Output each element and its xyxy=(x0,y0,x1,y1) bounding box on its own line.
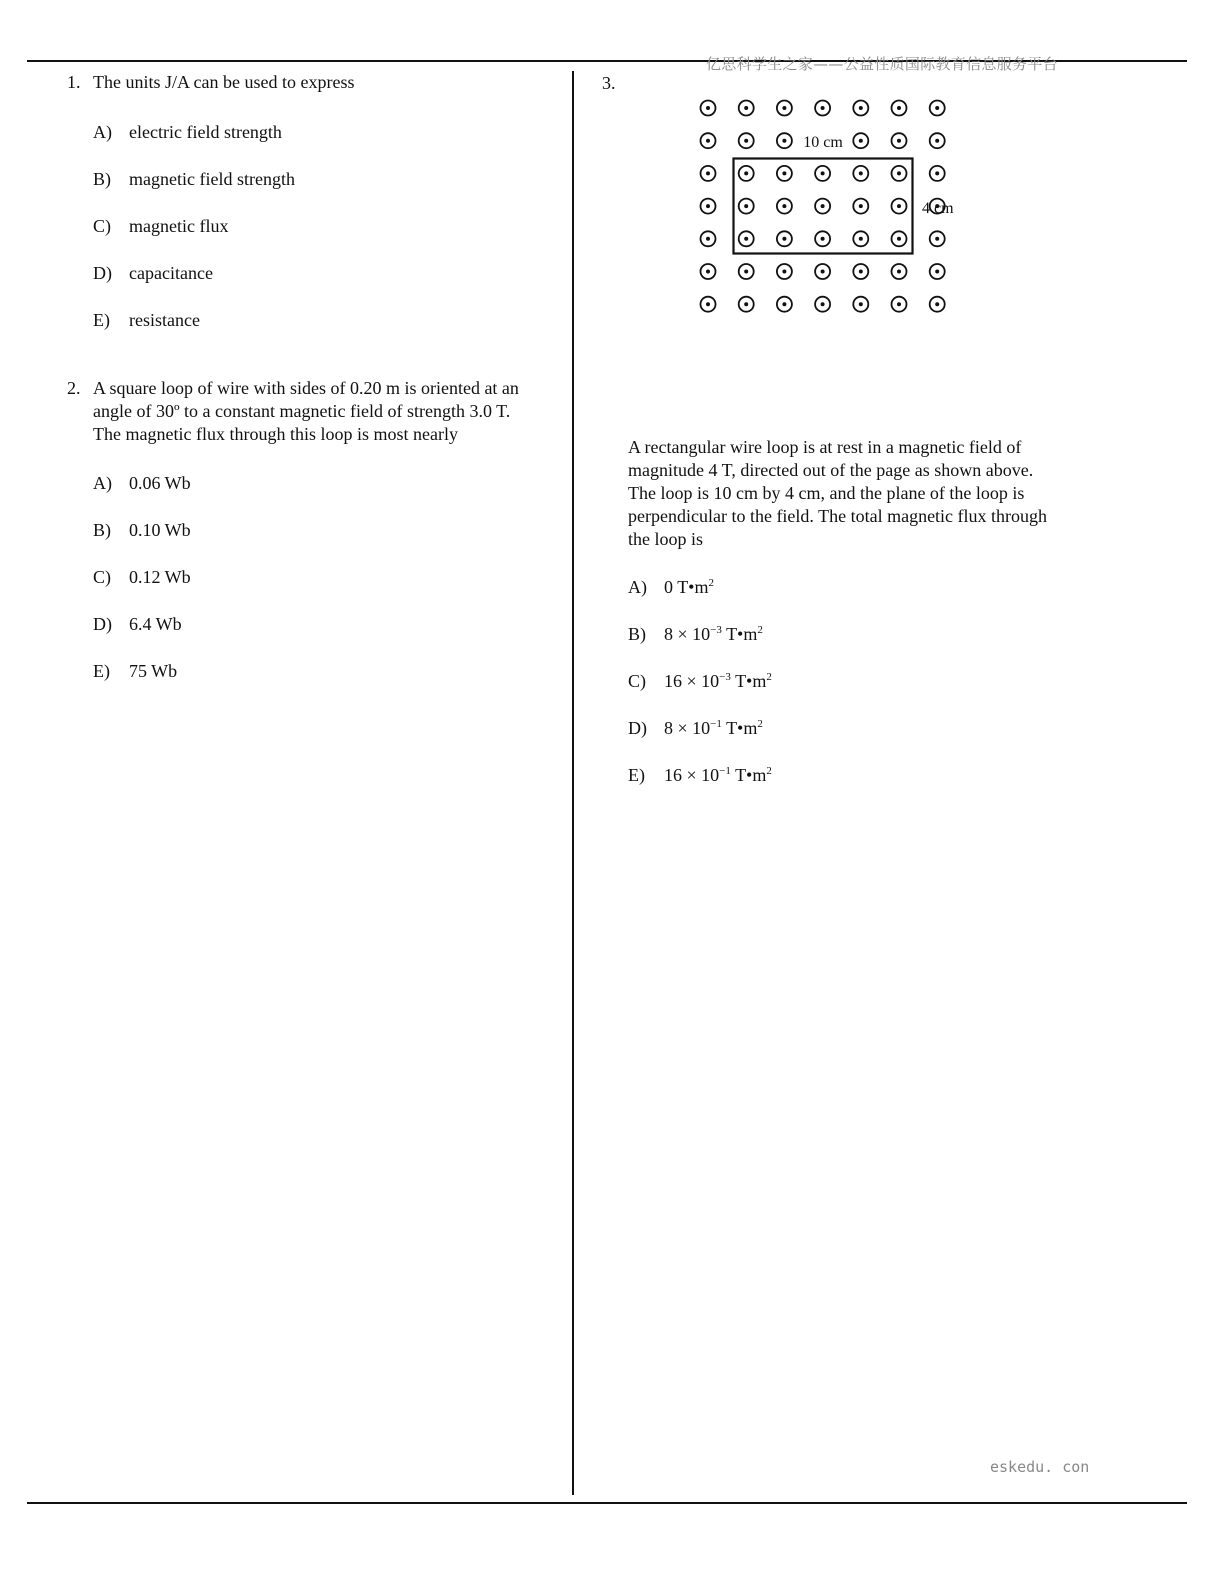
question-1-option-a[interactable] xyxy=(93,121,282,144)
field-out-of-page-icon xyxy=(739,297,754,312)
field-out-of-page-icon xyxy=(739,231,754,246)
field-out-of-page-icon xyxy=(701,297,716,312)
field-out-of-page-icon xyxy=(701,231,716,246)
question-1-option-b[interactable] xyxy=(93,168,295,191)
option-coefficient: 8 × 10 xyxy=(664,718,711,738)
option-coefficient: 16 × 10 xyxy=(664,671,720,691)
option-letter: C) xyxy=(93,216,111,236)
option-text: resistance xyxy=(129,310,200,330)
bottom-rule xyxy=(27,1502,1187,1504)
footer-watermark: eskedu. con xyxy=(990,1458,1090,1476)
stem-line: magnitude 4 T, directed out of the page as shown above. xyxy=(628,460,1034,480)
stem-line: angle of 30º to a constant magnetic field of strength 3.0 T. xyxy=(93,401,511,421)
field-out-of-page-icon xyxy=(701,166,716,181)
stem-line: The loop is 10 cm by 4 cm, and the plane of the loop is xyxy=(628,483,1025,503)
option-unit-exponent: 2 xyxy=(757,718,763,730)
header-watermark: 亿思科学生之家——公益性质国际教育信息服务平台 xyxy=(706,55,1058,73)
question-1-option-d[interactable] xyxy=(93,262,213,285)
field-out-of-page-icon xyxy=(815,297,830,312)
stem-line: A rectangular wire loop is at rest in a magnetic field of xyxy=(628,437,1022,457)
field-out-of-page-icon xyxy=(892,264,907,279)
field-out-of-page-icon xyxy=(853,133,868,148)
option-unit: T•m xyxy=(735,765,767,785)
field-out-of-page-icon xyxy=(777,133,792,148)
loop-width-label: 10 cm xyxy=(803,134,843,151)
field-out-of-page-icon xyxy=(815,166,830,181)
option-exponent: −3 xyxy=(710,624,722,636)
option-exponent: −1 xyxy=(719,765,731,777)
loop-height-label: 4 cm xyxy=(922,200,954,217)
field-out-of-page-icon xyxy=(777,101,792,116)
field-out-of-page-icon xyxy=(739,264,754,279)
field-out-of-page-icon xyxy=(701,101,716,116)
option-letter: A) xyxy=(93,473,112,493)
field-out-of-page-icon xyxy=(701,264,716,279)
option-letter: C) xyxy=(93,567,111,587)
option-exponent: −1 xyxy=(710,718,722,730)
option-letter: B) xyxy=(628,624,646,644)
option-letter: A) xyxy=(93,122,112,142)
question-1-option-c[interactable] xyxy=(93,215,228,238)
field-out-of-page-icon xyxy=(930,297,945,312)
field-out-of-page-icon xyxy=(815,231,830,246)
field-out-of-page-icon xyxy=(892,231,907,246)
option-coefficient: 16 × 10 xyxy=(664,765,720,785)
magnetic-field-diagram xyxy=(690,92,970,322)
stem-line: perpendicular to the field. The total magnetic flux through xyxy=(628,506,1048,526)
field-out-of-page-icon xyxy=(853,297,868,312)
option-text: 0.06 Wb xyxy=(129,473,191,493)
option-text: magnetic flux xyxy=(129,216,229,236)
question-1-number: 1. xyxy=(67,72,81,92)
field-out-of-page-icon xyxy=(777,264,792,279)
option-unit-exponent: 2 xyxy=(708,577,714,589)
field-out-of-page-icon xyxy=(777,231,792,246)
field-out-of-page-icon xyxy=(930,264,945,279)
field-out-of-page-icon xyxy=(853,101,868,116)
option-letter: D) xyxy=(93,263,112,283)
field-out-of-page-icon xyxy=(815,264,830,279)
question-3-option-c[interactable] xyxy=(628,670,772,693)
field-out-of-page-icon xyxy=(739,101,754,116)
question-2-stem xyxy=(93,377,563,446)
field-out-of-page-icon xyxy=(892,297,907,312)
field-out-of-page-icon xyxy=(892,133,907,148)
question-2-number: 2. xyxy=(67,378,81,398)
option-coefficient: 0 xyxy=(664,577,673,597)
option-letter: B) xyxy=(93,169,111,189)
field-out-of-page-icon xyxy=(930,101,945,116)
option-text: magnetic field strength xyxy=(129,169,295,189)
option-unit: T•m xyxy=(735,671,767,691)
stem-line: A square loop of wire with sides of 0.20 m is oriented at an xyxy=(93,378,519,398)
option-unit: T•m xyxy=(726,718,758,738)
option-unit: T•m xyxy=(677,577,709,597)
option-coefficient: 8 × 10 xyxy=(664,624,711,644)
field-out-of-page-icon xyxy=(892,166,907,181)
option-text: 0.12 Wb xyxy=(129,567,191,587)
question-1-option-e[interactable] xyxy=(93,309,200,332)
field-out-of-page-icon xyxy=(892,199,907,214)
field-out-of-page-icon xyxy=(930,231,945,246)
field-out-of-page-icon xyxy=(777,199,792,214)
stem-line: the loop is xyxy=(628,529,703,549)
option-letter: D) xyxy=(628,718,647,738)
field-out-of-page-icon xyxy=(777,166,792,181)
field-out-of-page-icon xyxy=(701,199,716,214)
option-letter: A) xyxy=(628,577,647,597)
option-text: 75 Wb xyxy=(129,661,178,681)
option-unit-exponent: 2 xyxy=(757,624,763,636)
field-out-of-page-icon xyxy=(739,133,754,148)
option-letter: E) xyxy=(93,661,110,681)
option-letter: C) xyxy=(628,671,646,691)
field-out-of-page-icon xyxy=(701,133,716,148)
question-2-option-d[interactable] xyxy=(93,613,182,636)
option-letter: E) xyxy=(628,765,645,785)
field-out-of-page-icon xyxy=(853,231,868,246)
question-3-number: 3. xyxy=(602,73,616,93)
field-out-of-page-icon xyxy=(853,264,868,279)
question-2-option-c[interactable] xyxy=(93,566,191,589)
option-unit-exponent: 2 xyxy=(766,671,772,683)
stem-line: The magnetic flux through this loop is most nearly xyxy=(93,424,458,444)
option-letter: B) xyxy=(93,520,111,540)
field-out-of-page-icon xyxy=(853,166,868,181)
question-3-option-d[interactable] xyxy=(628,717,763,740)
question-2-option-e[interactable] xyxy=(93,660,177,683)
field-out-of-page-icon xyxy=(853,199,868,214)
option-unit-exponent: 2 xyxy=(766,765,772,777)
question-2-option-b[interactable] xyxy=(93,519,191,542)
option-text: electric field strength xyxy=(129,122,282,142)
field-out-of-page-icon xyxy=(739,199,754,214)
option-text: capacitance xyxy=(129,263,213,283)
option-letter: D) xyxy=(93,614,112,634)
field-out-of-page-icon xyxy=(930,166,945,181)
question-3-stem xyxy=(628,436,1098,551)
field-out-of-page-icon xyxy=(815,199,830,214)
question-3-option-e[interactable] xyxy=(628,764,772,787)
question-3-option-a[interactable] xyxy=(628,576,714,599)
question-2-option-a[interactable] xyxy=(93,472,191,495)
option-letter: E) xyxy=(93,310,110,330)
field-out-of-page-icon xyxy=(930,133,945,148)
field-out-of-page-icon xyxy=(739,166,754,181)
question-1-stem: The units J/A can be used to express xyxy=(93,72,355,92)
column-divider xyxy=(572,71,574,1495)
option-unit: T•m xyxy=(726,624,758,644)
option-exponent: −3 xyxy=(719,671,731,683)
question-3-option-b[interactable] xyxy=(628,623,763,646)
field-out-of-page-icon xyxy=(777,297,792,312)
option-text: 6.4 Wb xyxy=(129,614,182,634)
field-out-of-page-icon xyxy=(892,101,907,116)
field-out-of-page-icon xyxy=(815,101,830,116)
option-text: 0.10 Wb xyxy=(129,520,191,540)
